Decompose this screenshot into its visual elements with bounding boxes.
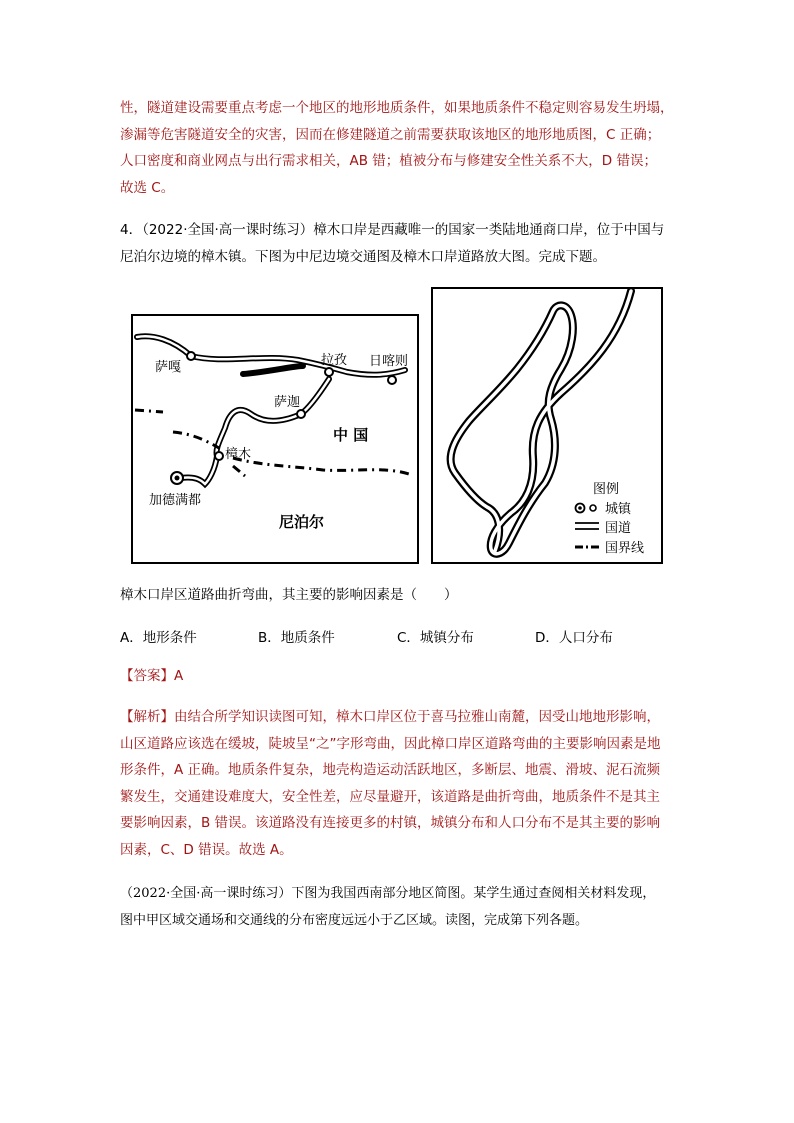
label-sagga: 萨嘎 <box>155 360 182 375</box>
label-lhatse: 拉孜 <box>321 353 348 368</box>
question-line: 尼泊尔边境的樟木镇。下图为中尼边境交通图及樟木口岸道路放大图。完成下题。 <box>120 248 606 265</box>
analysis-line <box>120 704 680 731</box>
choice-c: C．城镇分布 <box>397 630 474 646</box>
label-zhangmu: 樟木 <box>225 447 252 462</box>
next-question-intro <box>120 881 680 934</box>
analysis-text: 由结合所学知识读图可知，樟木口岸区位于喜马拉雅山南麓，因受山地地形影响， <box>174 709 660 725</box>
choice-d: D．人口分布 <box>535 630 613 646</box>
answer-line <box>120 663 680 690</box>
choice-a: A．地形条件 <box>120 630 197 646</box>
analysis-line: 要影响因素，B 错误。该道路没有连接更多的村镇，城镇分布和人口分布不是其主要的影响 <box>120 815 661 831</box>
label-shigatse: 日喀则 <box>369 354 409 369</box>
winding-national-road <box>451 291 631 554</box>
prev-analysis-line: 故选 C。 <box>120 179 175 196</box>
legend-title: 图例 <box>593 482 620 497</box>
analysis <box>120 704 680 863</box>
prev-analysis-line: 渗漏等危害隧道安全的灾害，因而在修建隧道之前需要获取该地区的地形地质图，C 正确； <box>120 126 661 143</box>
next-question-line: （2022·全国·高一课时练习）下图为我国西南部分地区简图。某学生通过查阅相关材料发现， <box>120 886 656 901</box>
prev-analysis-line: 性，隧道建设需要重点考虑一个地区的地形地质条件，如果地质条件不稳定则容易发生坍塌， <box>120 100 674 116</box>
town-sakya-marker <box>297 410 305 418</box>
legend-town-big-dot <box>578 506 582 510</box>
analysis-line: 繁发生，交通建设难度大，安全性差，应尽量避开，该道路是曲折弯曲，地质条件不是其主 <box>120 788 660 805</box>
town-sagga-marker <box>187 352 195 360</box>
prev-analysis <box>120 95 680 201</box>
city-kathmandu-dot <box>175 476 180 481</box>
question-stem: 樟木口岸区道路曲折弯曲，其主要的影响因素是（ ） <box>120 587 458 603</box>
zhangmu-road-map-svg <box>433 289 661 562</box>
answer-label: 【答案】 <box>120 668 174 684</box>
prev-analysis-line: 人口密度和商业网点与出行需求相关，AB 错；植被分布与修建安全性关系不大，D 错误； <box>120 153 657 169</box>
choice-b: B．地质条件 <box>258 630 335 646</box>
town-zhangmu-marker <box>215 452 223 460</box>
town-shigatse-marker <box>388 376 396 384</box>
analysis-line: 山区道路应该选在缓坡，陡坡呈“之”字形弯曲，因此樟口岸区道路弯曲的主要影响因素是地 <box>120 735 661 752</box>
legend-town-small-icon <box>590 505 596 511</box>
town-lhatse-marker <box>325 368 333 376</box>
border-traffic-map <box>131 314 419 564</box>
question-line: 4．（2022·全国·高一课时练习）樟木口岸是西藏唯一的国家一类陆地通商口岸，位于中国与 <box>120 222 665 238</box>
label-kathmandu: 加德满都 <box>149 493 202 508</box>
next-question-line: 图中甲区域交通场和交通线的分布密度远远小于乙区域。读图，完成第下列各题。 <box>120 912 589 928</box>
question-4-text <box>120 217 680 270</box>
map-legend <box>575 482 644 556</box>
answer-value: A <box>174 668 184 684</box>
analysis-label: 【解析】 <box>120 709 174 725</box>
legend-border-label: 国界线 <box>605 541 645 556</box>
label-nepal: 尼泊尔 <box>279 513 325 531</box>
label-china: 中 国 <box>333 426 369 444</box>
zhangmu-road-map <box>431 287 663 564</box>
analysis-line: 形条件，A 正确。地质条件复杂，地壳构造运动活跃地区，多断层、地震、滑坡、泥石流频 <box>120 762 661 778</box>
legend-road-label: 国道 <box>605 521 632 536</box>
national-road <box>137 336 405 484</box>
border-traffic-map-svg <box>133 316 417 562</box>
analysis-line: 因素，C、D 错误。故选 A。 <box>120 841 293 858</box>
legend-town-label: 城镇 <box>605 502 632 517</box>
label-sakya: 萨迦 <box>274 395 301 410</box>
